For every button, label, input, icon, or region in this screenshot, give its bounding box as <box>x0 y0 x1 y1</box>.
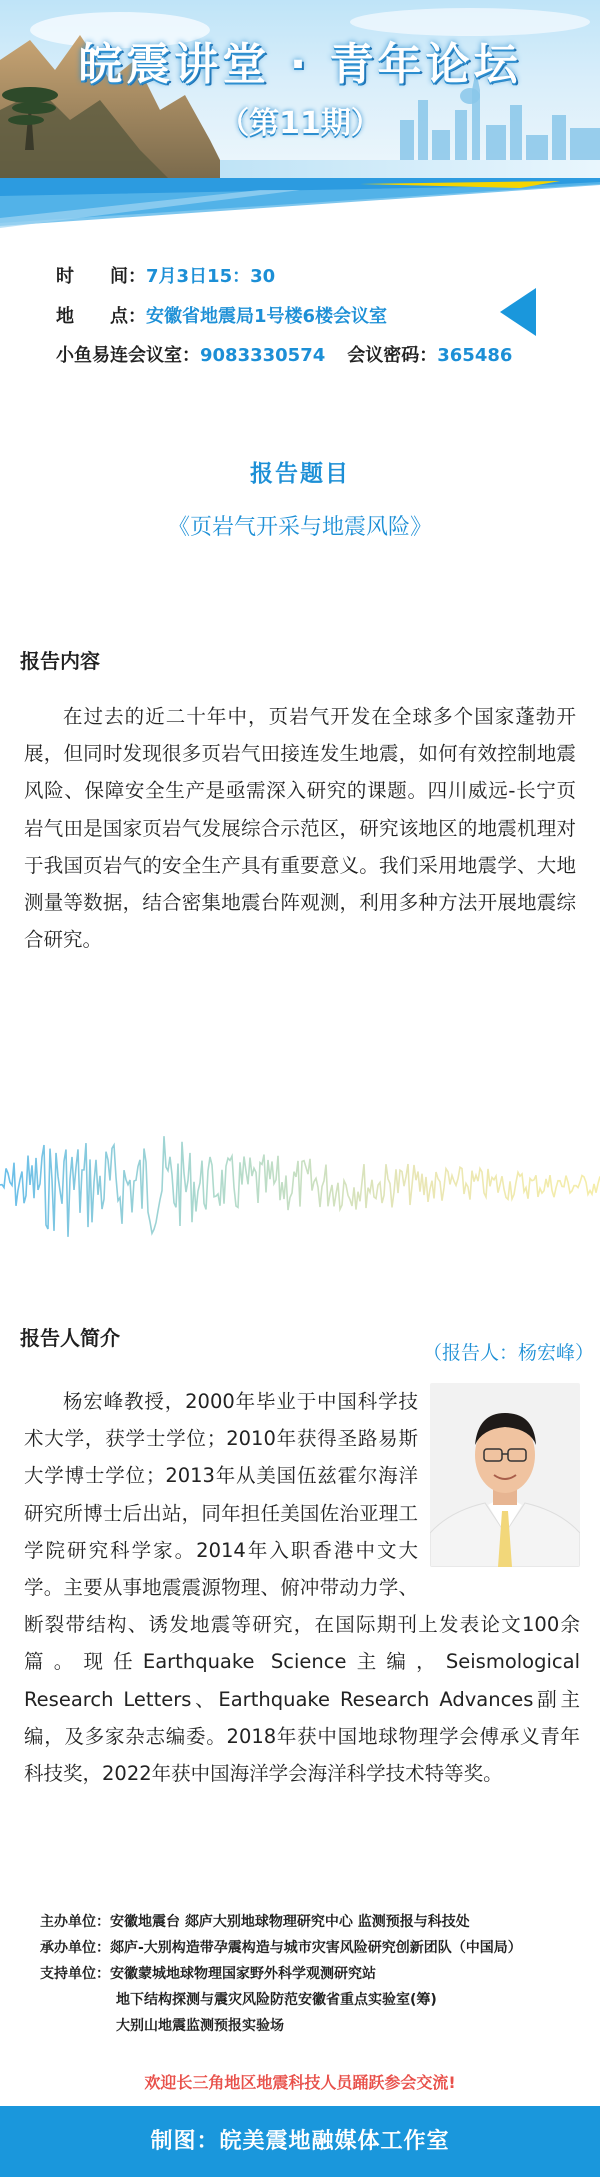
bio-paragraph: 杨宏峰教授，2000年毕业于中国科学技术大学，获学士学位；2010年获得圣路易斯大学博士学位；2013年从美国伍兹霍尔海洋研究所博士后出站，同年担任美国佐治亚理工学院研究科学家。2014年入职香港中文大学。主要从事地震震源物理、俯冲带动力学、断裂带结构、诱发地震等研究，在国际期刊上发表论文100余篇。现任Earthquake Science主编，Seismological Research Letters、Earthquake Research Advances副主编，及多家杂志编委。2018年获中国地球物理学会傅承义青年科技奖，2022年获中国海洋学会海洋科学技术特等奖。 <box>24 1390 580 1786</box>
topic-title: 《页岩气开采与地震风险》 <box>167 515 432 540</box>
speaker-bio <box>24 1383 580 1792</box>
co-organizer: 承办单位：郯庐-大别构造带孕震构造与城市灾害风险研究创新团队（中国局） <box>40 1940 522 1956</box>
decorative-stripe <box>0 178 600 228</box>
footer-credit: 制图：皖美震地融媒体工作室 <box>0 2106 600 2177</box>
time-label: 时 间： <box>56 266 146 287</box>
time-value: 7月3日15：30 <box>146 266 276 287</box>
room-value: 9083330574 <box>200 345 326 366</box>
issue-number: （第11期） <box>219 106 381 141</box>
banner-title: 皖震讲堂 · 青年论坛 <box>78 39 522 90</box>
place-row <box>56 302 387 332</box>
place-label: 地 点： <box>56 306 146 327</box>
online-room-row <box>56 341 512 371</box>
room-label: 小鱼易连会议室： <box>56 345 200 366</box>
support-organizer-3: 大别山地震监测预报实验场 <box>116 2018 284 2034</box>
content-heading: 报告内容 <box>20 649 100 673</box>
content-body <box>24 698 576 958</box>
password-label: 会议密码： <box>347 345 438 366</box>
support-organizer: 支持单位：安徽蒙城地球物理国家野外科学观测研究站 <box>40 1966 376 1982</box>
support-organizer-2: 地下结构探测与震灾风险防范安徽省重点实验室(筹) <box>116 1992 437 2008</box>
host-organizer: 主办单位：安徽地震台 郯庐大别地球物理研究中心 监测预报与科技处 <box>40 1914 470 1930</box>
password-value: 365486 <box>437 345 513 366</box>
speaker-heading: 报告人简介 <box>20 1326 120 1350</box>
seismic-wave-decoration <box>0 1105 600 1265</box>
time-row <box>56 262 275 292</box>
triangle-icon <box>500 288 536 336</box>
content-paragraph: 在过去的近二十年中，页岩气开发在全球多个国家蓬勃开展，但同时发现很多页岩气田接连发生地震，如何有效控制地震风险、保障安全生产是亟需深入研究的课题。四川威远-长宁页岩气田是国家页岩气发展综合示范区，研究该地区的地震机理对于我国页岩气的安全生产具有重要意义。我们采用地震学、大地测量等数据，结合密集地震台阵观测，利用多种方法开展地震综合研究。 <box>24 705 576 952</box>
place-value: 安徽省地震局1号楼6楼会议室 <box>146 306 388 327</box>
topic-heading: 报告题目 <box>250 460 350 487</box>
reporter-name: （报告人：杨宏峰） <box>422 1342 594 1364</box>
welcome-message: 欢迎长三角地区地震科技人员踊跃参会交流! <box>144 2073 456 2092</box>
speaker-photo <box>430 1383 580 1567</box>
banner <box>0 0 600 180</box>
